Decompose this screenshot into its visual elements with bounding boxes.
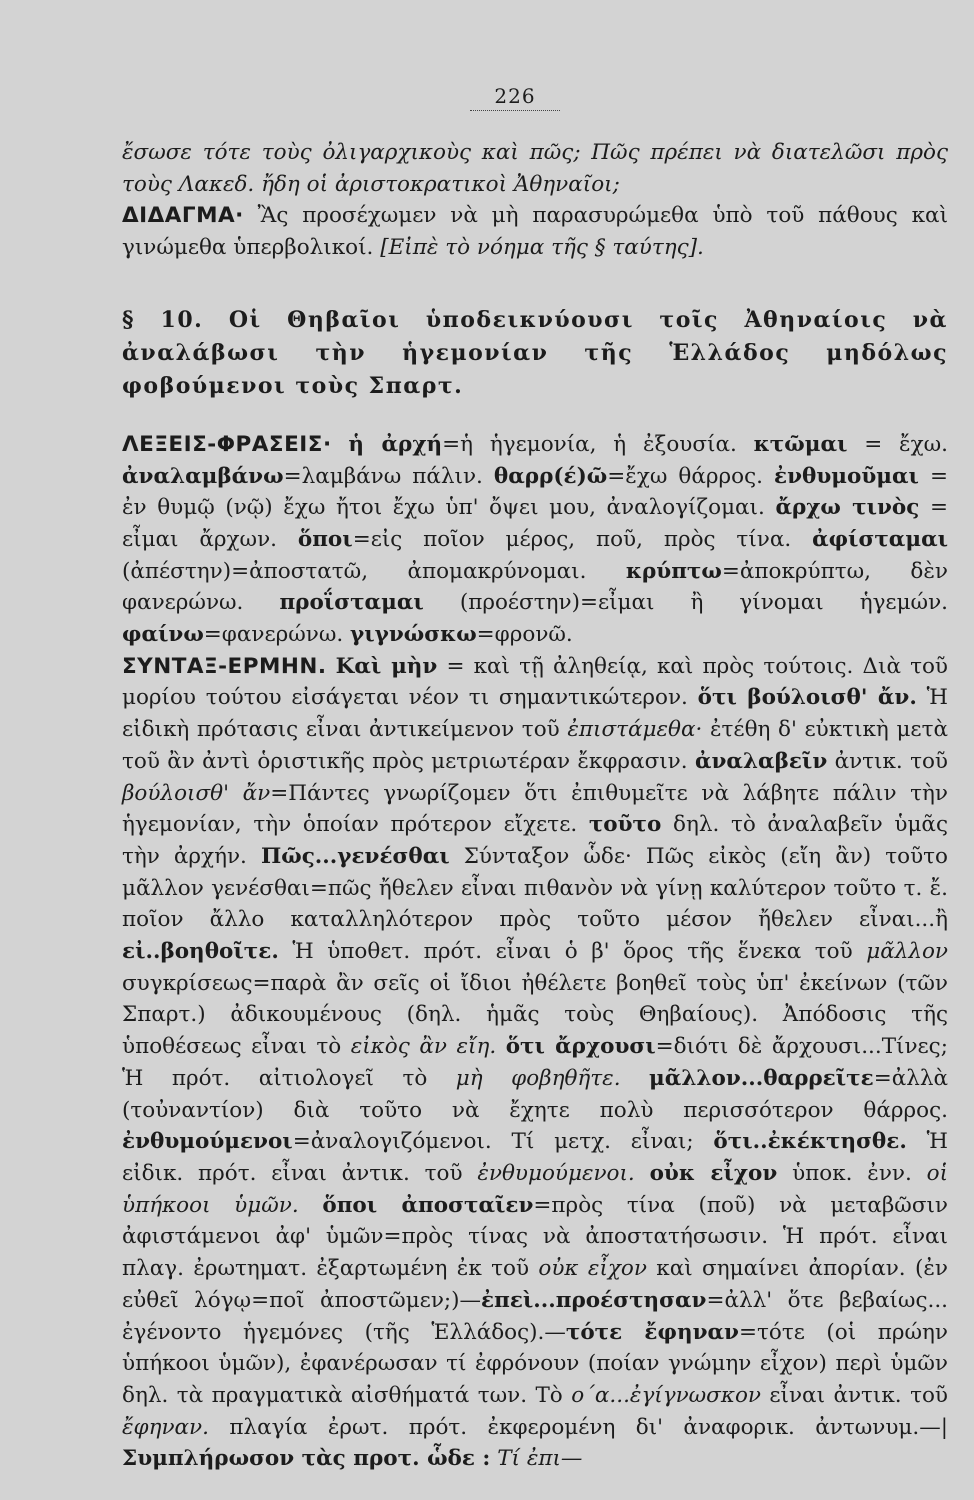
syntax-italic: μὴ φοβηθῆτε. [455,1065,621,1091]
lexeis-gloss: =λαμβάνω πάλιν. [283,463,483,489]
syntax-text: Ἡ εἰδικὴ πρότασις εἶναι ἀντικείμενον τοῦ [122,685,948,743]
syntax-italic: μᾶλλον [866,939,948,965]
syntax-text: Ἡ ὑποθετ. πρότ. εἶναι ὁ β' ὅρος τῆς ἕνεκα τοῦ [292,939,853,965]
lexeis-word: θαρρ(έ)ῶ [493,463,608,489]
syntax-text: =ἀλλ' ὅτε βεβαίως... ἐγένοντο ἡγεμόνες (τῆς Ἑλλάδος).— [122,1287,948,1345]
syntax-italic: εἰκὸς ἂν εἴη. [350,1034,497,1060]
section-number: § 10. [122,306,204,333]
syntax-text: πλαγία ἐρωτ. πρότ. ἐκφερομένη δι' ἀναφορικ. ἀντωνυμ.—| [229,1414,948,1440]
lexeis-word: ἀφίσταμαι [812,526,949,552]
lexeis-word: προΐσταμαι [279,590,424,616]
syntax-term: ἀναλαβεῖν [694,748,828,774]
header-rule [470,110,560,111]
syntax-italic: βούλοισθ' ἄν [122,780,271,806]
syntax-paragraph [122,651,948,1475]
syntax-text: συγκρίσεως=παρὰ ἂν σεῖς οἱ ἴδιοι ἠθέλετε βοηθεῖ τοὺς ὑπ' ἐκείνων (τῶν Σπαρτ.) ἀδικουμένους (δηλ. ἡμᾶς τοὺς Θηβαίους). Ἀπόδοσις τῆς ὑποθέσεως εἶναι τὸ [122,970,948,1060]
section-title: Οἱ Θηβαῖοι ὑποδεικνύουσι τοῖς Ἀθηναίοις νὰ ἀναλάβωσι τὴν ἡγεμονίαν τῆς Ἑλλάδος μηδόλως φοβούμενοι τοὺς Σπαρτ. [122,306,948,399]
syntax-term: οὐκ εἶχον [649,1160,778,1186]
syntax-text: δηλ. τὸ ἀναλαβεῖν ὑμᾶς τὴν ἀρχήν. [122,812,948,869]
lexeis-gloss: =εἰς ποῖον μέρος, ποῦ, πρὸς τίνα. [352,526,792,552]
lexeis-word: ἀναλαμβάνω [122,463,284,489]
syntax-text: Ἡ εἰδικ. πρότ. εἶναι ἀντικ. τοῦ [122,1129,948,1186]
syntax-text: =πρὸς τίνα (ποῦ) νὰ μεταβῶσιν ἀφιστάμενοι ἀφ' ὑμῶν=πρὸς τίνας νὰ ἀποστατήσωσιν. Ἡ πρότ. εἶναι πλαγ. ἐρωτηματ. ἐξαρτωμένη ἐκ τοῦ [122,1192,948,1282]
lexeis-word: φαίνω [122,622,204,648]
lexeis-gloss: =ἀποκρύπτω, δὲν φανερώνω. [122,558,948,616]
lexeis-gloss: = ἐν θυμῷ (νῷ) ἔχω ἤτοι ἔχω ὑπ' ὄψει μου, ἀναλογίζομαι. [122,463,948,521]
lexeis-word: κτῶμαι [753,431,848,457]
syntax-text: ἀντικ. τοῦ [834,748,949,774]
syntax-term: τότε ἔφηναν [565,1319,739,1345]
syntax-term: ὅποι ἀποσταῖεν [322,1192,534,1218]
syntax-term: ὅτι..ἐκέκτησθε. [713,1129,907,1155]
syntax-italic: οὐκ εἶχον [538,1256,647,1282]
intro-line-1: ἔσωσε τότε τοὺς ὀλιγαρχικοὺς καὶ πῶς; Πῶς πρέπει νὰ διατελῶσι πρὸς τοὺς [122,140,948,197]
intro-paragraph [122,137,948,200]
syntax-text: =ἀλλὰ (τοὐναντίον) διὰ τοῦτο νὰ ἔχητε πολὺ περισσότερον θάρρος. [122,1065,948,1123]
lexeis-word: ἡ ἀρχή [348,431,443,457]
lexeis-gloss: =ἡ ἡγεμονία, ἡ ἐξουσία. [442,431,737,457]
page-number: 226 [494,84,536,108]
syntax-text: ὑποκ. ἐνν. [792,1160,912,1186]
syntax-term: τοῦτο [588,812,662,838]
section-heading [122,304,948,403]
syntax-term: ὅτι ἄρχουσι [505,1034,656,1060]
syntax-term: ἐνθυμούμενοι [122,1129,293,1155]
syntax-term: Συμπλήρωσον τὰς προτ. ὧδε : [122,1446,491,1472]
lexeis-word: ἐνθυμοῦμαι [774,463,919,489]
syntax-term: Καὶ μὴν [335,653,438,679]
syntax-text: =Πάντες γνωρίζομεν ὅτι ἐπιθυμεῖτε νὰ λάβητε πάλιν τὴν ἡγεμονίαν, τὴν ὁποίαν πρότερον εἴχετε. [122,780,948,838]
lexeis-word: κρύπτω [625,558,722,584]
lexeis-gloss: =φανερώνω. [203,622,344,648]
syntax-term: εἰ..βοηθοῖτε. [122,939,279,965]
lexeis-word: γιγνώσκω [350,622,477,648]
syntax-italic: ο΄α...ἐγίγνωσκον [571,1382,761,1408]
lexeis-gloss: =ἔχω θάρρος. [607,463,763,489]
didagma-note: [Εἰπὲ τὸ νόημα τῆς § ταύτης]. [380,235,704,261]
syntax-italic: ἔφηναν. [122,1414,209,1440]
syntax-text: Σύνταξον ὧδε· Πῶς εἰκὸς (εἴη ἂν) τοῦτο μᾶλλον γενέσθαι=πῶς ἤθελεν εἶναι πιθανὸν νὰ γίνῃ καλύτερον τοῦτο τ. ἔ. ποῖον ἄλλο καταλληλότερον πρὸς τοῦτο μέσον ἤθελεν εἶναι...ἢ [122,843,948,933]
didagma-paragraph [122,200,948,263]
syntax-text: εἶναι ἀντικ. τοῦ [769,1382,948,1408]
lexeis-gloss: = εἶμαι ἄρχων. [122,495,948,552]
syntax-text: =ἀναλογιζόμενοι. Τί μετχ. εἶναι; [292,1129,694,1155]
lexeis-gloss: (προέστην)=εἶμαι ἢ γίνομαι ἡγεμών. [459,590,948,616]
syntax-italic: ἐπιστάμεθα· [567,717,703,743]
lexeis-word: ἄρχω τινὸς [775,495,920,521]
didagma-text: Ἂς προσέχωμεν νὰ μὴ παρασυρώμεθα ὑπὸ τοῦ πάθους καὶ γινώμεθα ὑπερβολικοί. [122,203,948,261]
syntax-term: ἐπεὶ...προέστησαν [481,1287,707,1313]
syntax-term: Πῶς...γενέσθαι [260,843,450,869]
syntax-label: ΣΥΝΤΑΞ-ΕΡΜΗΝ. [122,653,327,679]
lexeis-gloss: = ἔχω. [864,431,948,457]
syntax-term: ὅτι βούλοισθ' ἄν. [697,685,917,711]
didagma-label: ΔΙΔΑΓΜΑ· [122,203,244,229]
lexeis-gloss: =φρονῶ. [476,622,573,648]
syntax-text: =διότι δὲ ἄρχουσι...Τίνες; Ἡ πρότ. αἰτιολογεῖ τὸ [122,1034,948,1091]
intro-line-2: Λακεδ. ἤδη οἱ ἀριστοκρατικοὶ Ἀθηναῖοι; [178,171,620,197]
syntax-italic: ἐνθυμούμενοι. [477,1160,635,1186]
syntax-text: ἐτέθη δ' εὐκτικὴ μετὰ τοῦ ἂν ἀντὶ ὁριστικῆς πρὸς μετριωτέραν ἔκφρασιν. [122,717,948,774]
lexeis-gloss: (ἀπέστην)=ἀποστατῶ, ἀπομακρύνομαι. [122,558,587,584]
syntax-text: καὶ σημαίνει ἀπορίαν. (ἐν εὐθεῖ λόγῳ=ποῖ ἀποστῶμεν;)— [122,1256,948,1313]
lexeis-label: ΛΕΞΕΙΣ-ΦΡΑΣΕΙΣ· [122,431,332,457]
syntax-italic: Τί ἐπι— [497,1446,583,1472]
syntax-text: =τότε (οἱ πρώην ὑπήκοοι ὑμῶν), ἐφανέρωσαν τί ἐφρόνουν (ποίαν γνώμην εἶχον) περὶ ὑμῶν δηλ. τὰ πραγματικὰ αἰσθήματά των. Τὸ [122,1319,948,1408]
syntax-italic: οἱ ὑπήκοοι ὑμῶν. [122,1160,949,1218]
syntax-term: μᾶλλον...θαρρεῖτε [649,1065,874,1091]
lexeis-word: ὅποι [297,526,353,552]
lexeis-paragraph [122,429,948,651]
syntax-text: = καὶ τῇ ἀληθείᾳ, καὶ πρὸς τούτοις. Διὰ τοῦ μορίου τούτου εἰσάγεται νέον τι σημαντικώτερον. [122,653,948,711]
